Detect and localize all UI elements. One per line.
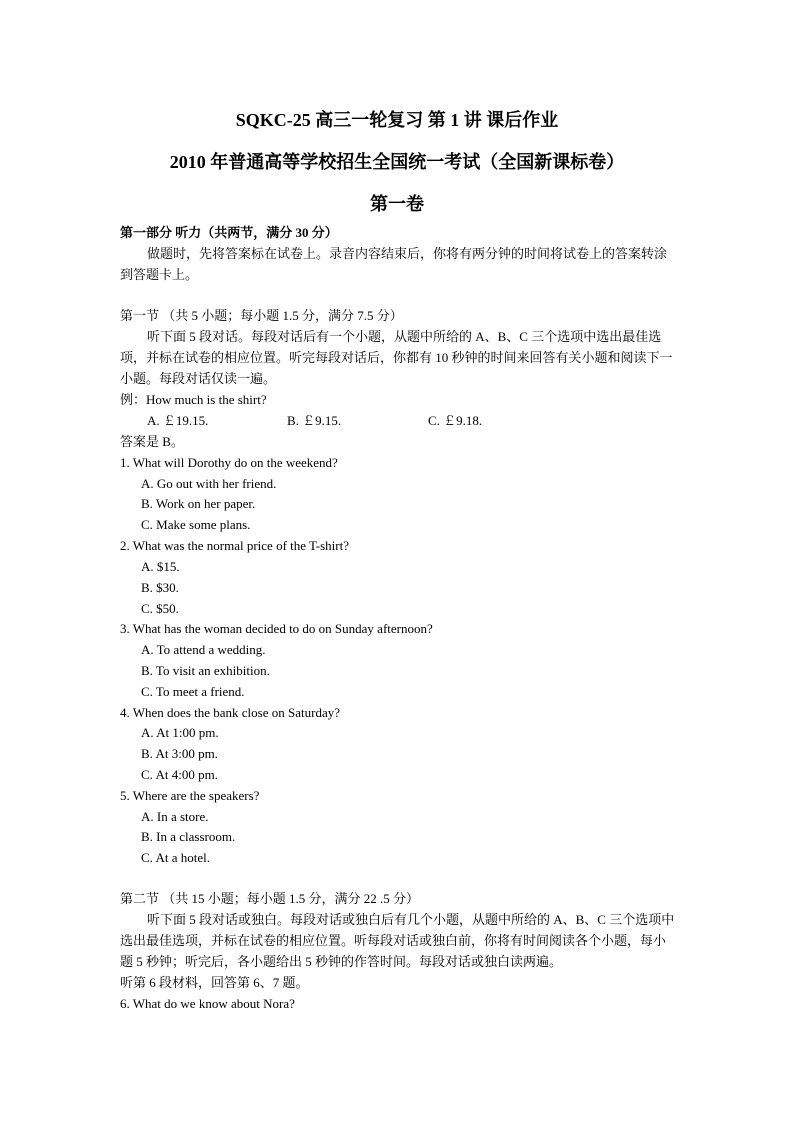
- question-5-option-c: C. At a hotel.: [141, 850, 210, 865]
- section2-instructions: 听下面 5 段对话或独白。每段对话或独白后有几个小题，从题中所给的 A、B、C 三个选项中选出最佳选项，并标在试卷的相应位置。听每段对话或独白前，你将有时间阅读各个小题，每小题 5 秒钟；听完后，各小题给出 5 秒钟的作答时间。每段对话或独白读两遍。: [120, 912, 675, 969]
- question-5-option-a: A. In a store.: [141, 809, 209, 824]
- section1-heading: 第一节 （共 5 小题；每小题 1.5 分，满分 7.5 分）: [120, 308, 403, 323]
- material-note: 听第 6 段材料，回答第 6、7 题。: [120, 975, 309, 990]
- question-2-option-b: B. $30.: [141, 580, 179, 595]
- part1-heading: 第一部分 听力（共两节，满分 30 分）: [120, 225, 338, 240]
- example-question: 例：How much is the shirt?: [120, 392, 267, 407]
- question-5: 5. Where are the speakers?: [120, 788, 260, 803]
- question-5-option-b: B. In a classroom.: [141, 829, 236, 844]
- part1-intro: 做题时，先将答案标在试卷上。录音内容结束后，你将有两分钟的时间将试卷上的答案转涂到答题卡上。: [120, 246, 668, 282]
- question-3-option-b: B. To visit an exhibition.: [141, 663, 270, 678]
- question-3-option-a: A. To attend a wedding.: [141, 642, 266, 657]
- question-2: 2. What was the normal price of the T-shirt?: [120, 538, 350, 553]
- question-6: 6. What do we know about Nora?: [120, 996, 295, 1011]
- question-4-option-a: A. At 1:00 pm.: [141, 725, 219, 740]
- example-option-b: B. ￡9.15.: [287, 413, 342, 428]
- question-2-option-c: C. $50.: [141, 601, 179, 616]
- example-option-a: A. ￡19.15.: [147, 413, 209, 428]
- question-3-option-c: C. To meet a friend.: [141, 684, 245, 699]
- question-4: 4. When does the bank close on Saturday?: [120, 705, 340, 720]
- volume-title: 第一卷: [370, 194, 424, 214]
- exam-title: 2010 年普通高等学校招生全国统一考试（全国新课标卷）: [169, 152, 625, 172]
- question-1-option-b: B. Work on her paper.: [141, 496, 256, 511]
- section2-heading: 第二节 （共 15 小题；每小题 1.5 分，满分 22 .5 分）: [120, 891, 420, 906]
- question-3: 3. What has the woman decided to do on Sunday afternoon?: [120, 621, 433, 636]
- question-4-option-c: C. At 4:00 pm.: [141, 767, 218, 782]
- example-answer: 答案是 B。: [120, 434, 184, 449]
- document-title: SQKC-25 高三一轮复习 第 1 讲 课后作业: [235, 110, 559, 130]
- question-1-option-a: A. Go out with her friend.: [141, 476, 277, 491]
- question-1: 1. What will Dorothy do on the weekend?: [120, 455, 338, 470]
- section1-instructions: 听下面 5 段对话。每段对话后有一个小题，从题中所给的 A、B、C 三个选项中选出最佳选项，并标在试卷的相应位置。听完每段对话后，你都有 10 秒钟的时间来回答有关小题和阅读下一小题。每段对话仅读一遍。: [120, 329, 673, 386]
- question-1-option-c: C. Make some plans.: [141, 517, 251, 532]
- question-2-option-a: A. $15.: [141, 559, 180, 574]
- example-option-c: C. ￡9.18.: [428, 413, 483, 428]
- question-4-option-b: B. At 3:00 pm.: [141, 746, 218, 761]
